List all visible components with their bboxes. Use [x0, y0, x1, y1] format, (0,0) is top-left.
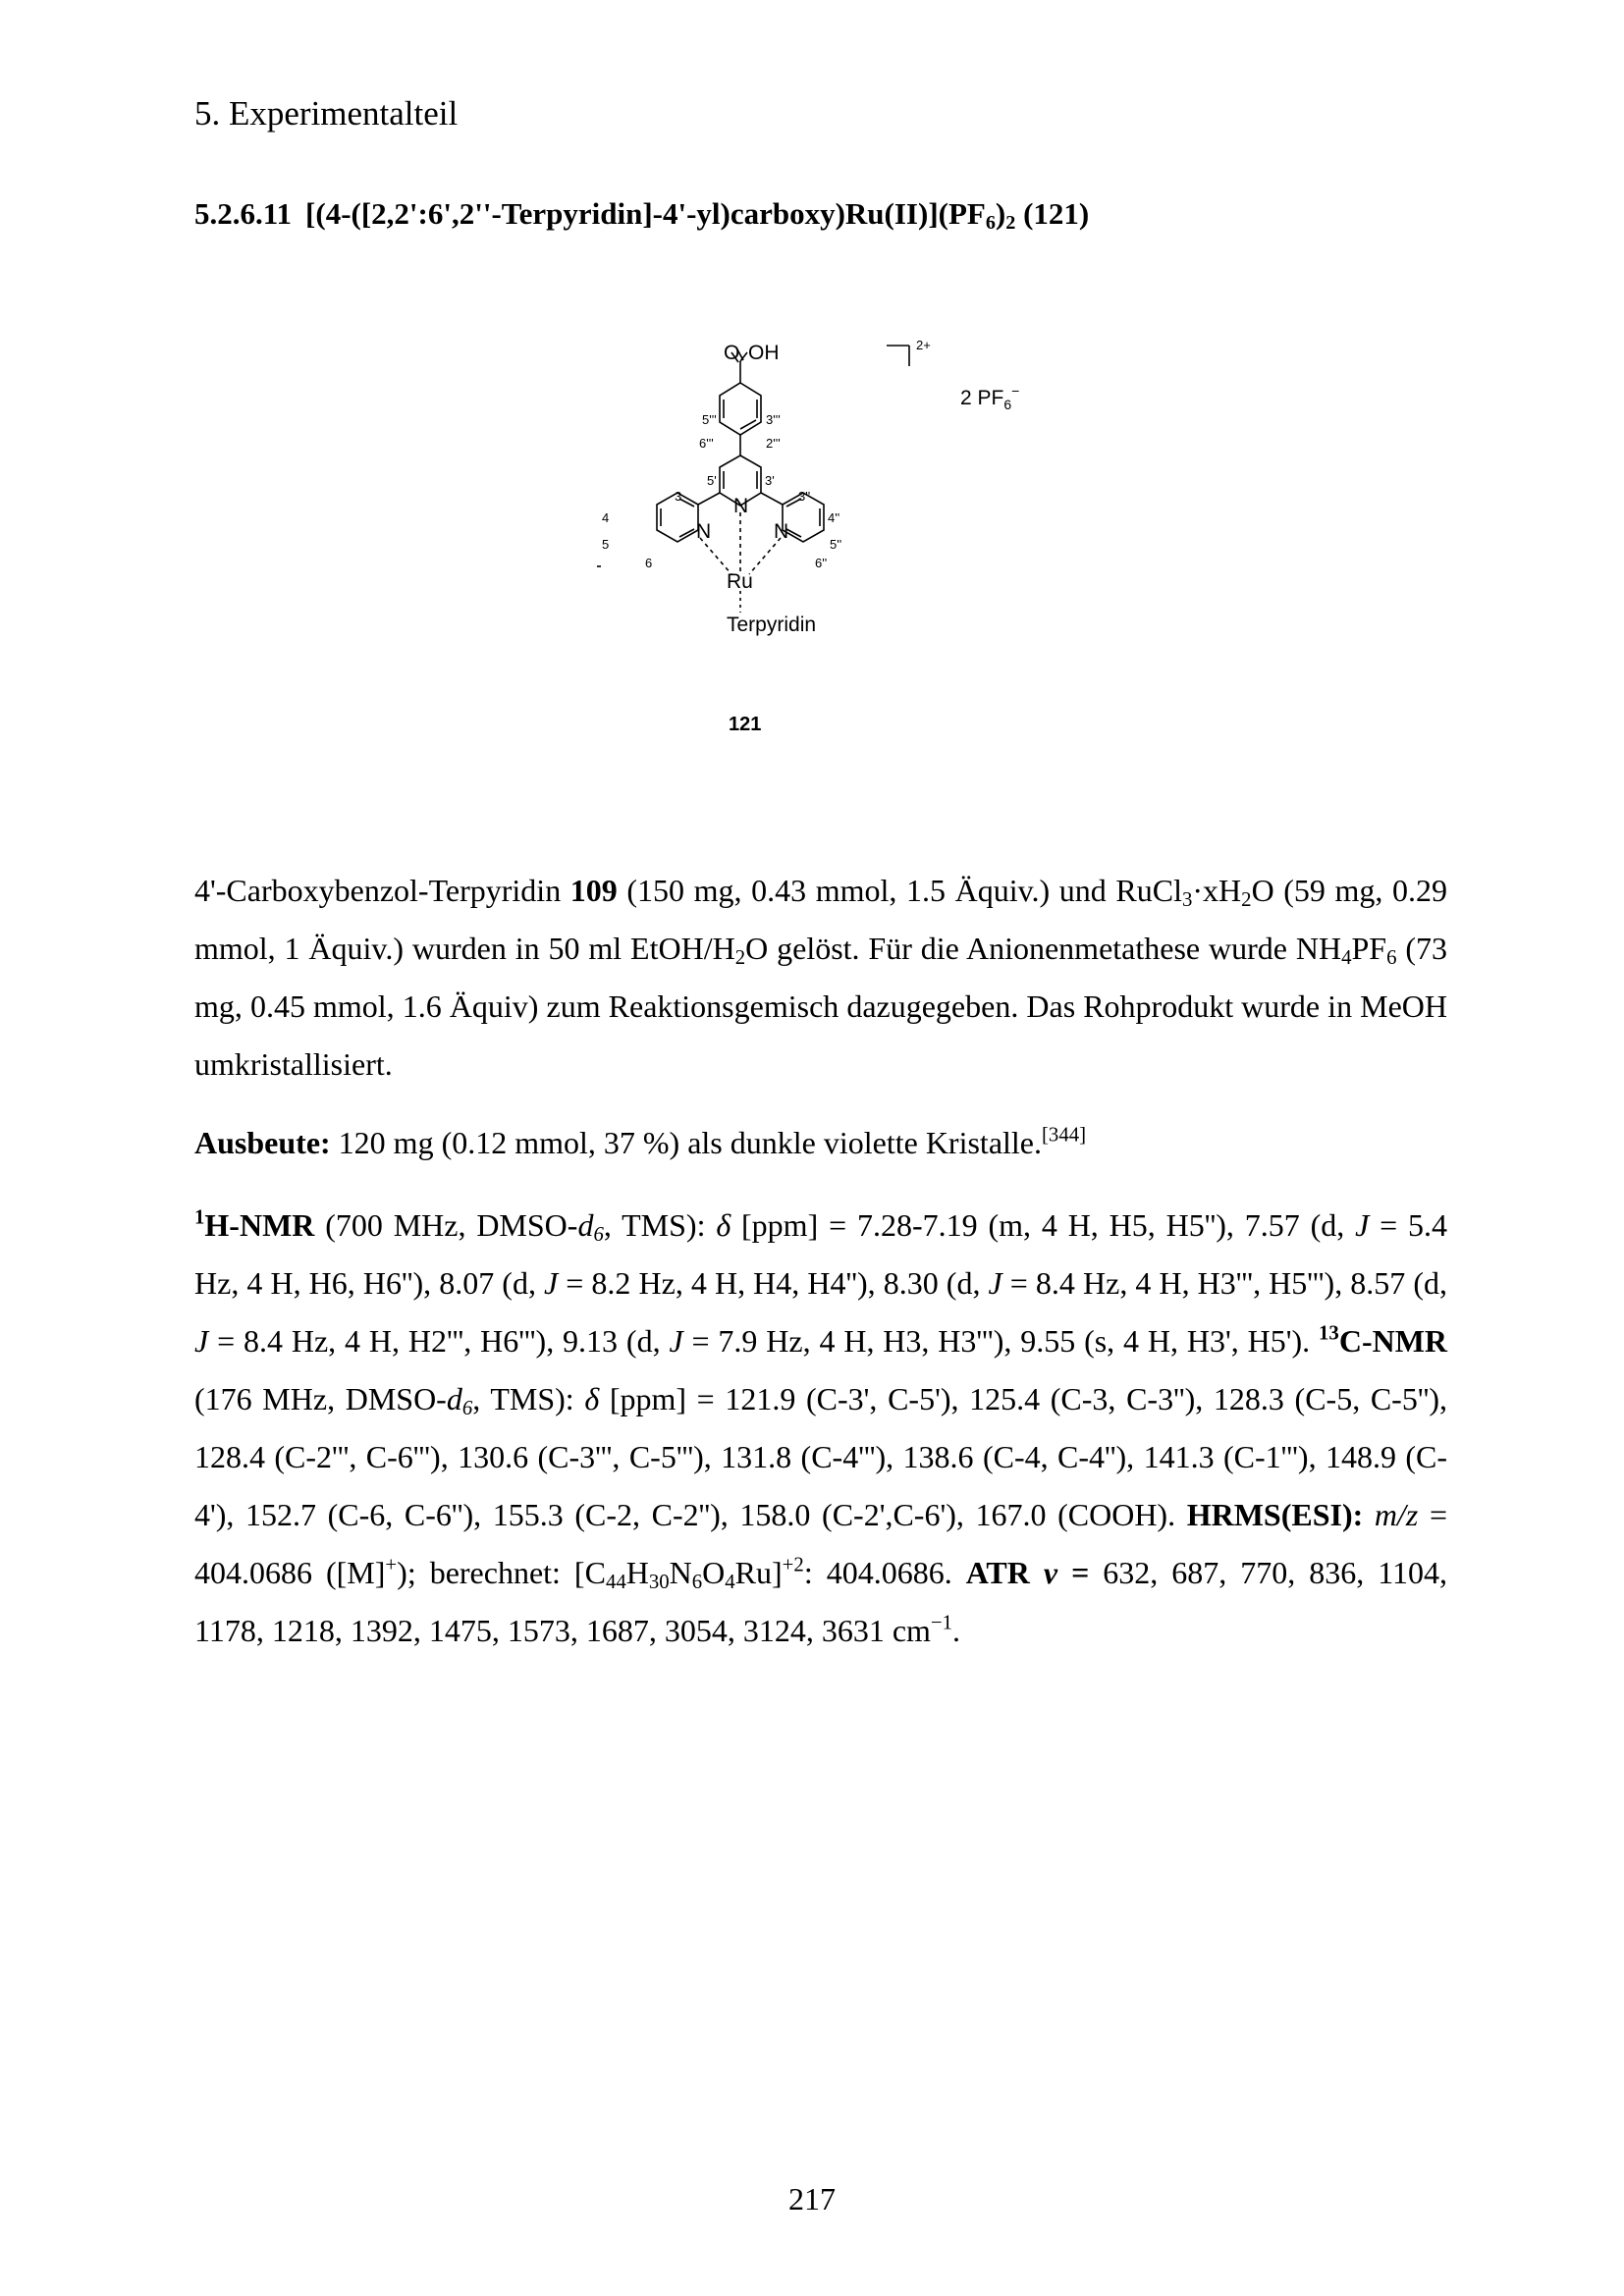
carboxyl-o: O	[724, 342, 740, 364]
label-6: 6	[645, 556, 653, 570]
atom-ru: Ru	[727, 570, 753, 593]
label-6pp: 6''	[815, 556, 828, 570]
label-4pp: 4''	[828, 510, 840, 525]
atom-n-right: N	[774, 520, 789, 543]
h-nmr-label: H-NMR	[204, 1207, 315, 1243]
atom-n-central: N	[733, 495, 749, 517]
label-5: 5	[602, 537, 610, 552]
label-3pp: 3''	[798, 489, 811, 504]
hrms-label: HRMS(ESI):	[1186, 1497, 1364, 1532]
ligand-label: Terpyridin	[727, 614, 817, 636]
atom-n-left: N	[696, 520, 712, 543]
section-number: 5.2.6.11	[194, 196, 293, 231]
label-4: 4	[602, 510, 610, 525]
structure-figure	[584, 334, 1046, 746]
characterization-paragraph: $^1$H-NMR (700 MHz, DMSO-$d_6$, TMS): δ [ppm] = 7.28-7.19 (m, 4 H, H5, H5''), 7.57 (d, J = 5.4 Hz, 4 H, H6, H6''), 8.07 (d, J = 8.2 Hz, 4 H, H4, H4''), 8.30 (d, J = 8.4 Hz, 4 H, H3''', H5'''), 8.57 (d, J = 8.4 Hz, 4 H, H2''', H6'''), 9.13 (d, J = 7.9 Hz, 4 H, H3, H3'''), 9.55 (s, 4 H, H3', H5'). $^{13}$C-NMR (176 MHz, DMSO-$d_6$, TMS): δ [ppm] = 121.9 (C-3', C-5'), 125.4 (C-3, C-3''), 128.3 (C-5, C-5''), 128.4 (C-2''', C-6'''), 130.6 (C-3''', C-5'''), 131.8 (C-4'''), 138.6 (C-4, C-4''), 141.3 (C-1'''), 148.9 (C-4'), 152.7 (C-6, C-6''), 155.3 (C-2, C-2''), 158.0 (C-2',C-6'), 167.0 (COOH). HRMS(ESI): m/z = 404.0686 ([M]+); berechnet: $[C_{44}H_{30}N_6O_4Ru]^{+2}$: 404.0686. ATR ν = 632, 687, 770, 836, 1104, 1178, 1218, 1392, 1475, 1573, 1687, 3054, 3124, 3631 $cm^{-1}$.	[194, 1205, 1448, 1648]
label-2ppp: 2'''	[766, 436, 781, 451]
section-title: $[(4-([2,2':6',2''-Terpyridin]-4'-yl)carboxy)Ru(II)](PF_6)_2$ (121)	[305, 196, 1090, 235]
bond-lines	[597, 346, 909, 613]
section-heading	[194, 196, 1090, 235]
running-head: 5. Experimentalteil	[194, 94, 459, 133]
citation: [344]	[1042, 1123, 1087, 1147]
label-3: 3	[675, 489, 682, 504]
yield-label: Ausbeute:	[194, 1125, 331, 1160]
synthesis-paragraph: 4'-Carboxybenzol-Terpyridin 109 (150 mg, 0.43 mmol, 1.5 Äquiv.) und $RuCl_3\cdot xH_2O$ (59 mg, 0.29 mmol, 1 Äquiv.) wurden in 50 ml EtOH/$H_2O$ gelöst. Für die Anionenmetathese wurde $NH_4PF_6$ (73 mg, 0.45 mmol, 1.6 Äquiv) zum Reaktionsgemisch dazugegeben. Das Rohprodukt wurde in MeOH umkristallisiert.	[194, 873, 1448, 1082]
label-3ppp: 3'''	[766, 412, 781, 427]
compound-number: 121	[729, 714, 762, 735]
atr-label: ATR ν =	[965, 1555, 1090, 1590]
carboxyl-oh: OH	[748, 342, 780, 364]
label-5ppp: 5'''	[702, 412, 717, 427]
label-6ppp: 6'''	[699, 436, 714, 451]
label-3p: 3'	[765, 473, 775, 488]
c-nmr-label: C-NMR	[1338, 1323, 1448, 1359]
label-5p: 5'	[707, 473, 717, 488]
yield-paragraph: Ausbeute: 120 mg (0.12 mmol, 37 %) als dunkle violette Kristalle.[344]	[194, 1123, 1087, 1160]
counterion: 2 $PF_6^-$	[960, 383, 1020, 412]
page-number: 217	[788, 2181, 836, 2216]
label-5pp: 5''	[830, 537, 842, 552]
charge-label: 2+	[916, 338, 931, 352]
